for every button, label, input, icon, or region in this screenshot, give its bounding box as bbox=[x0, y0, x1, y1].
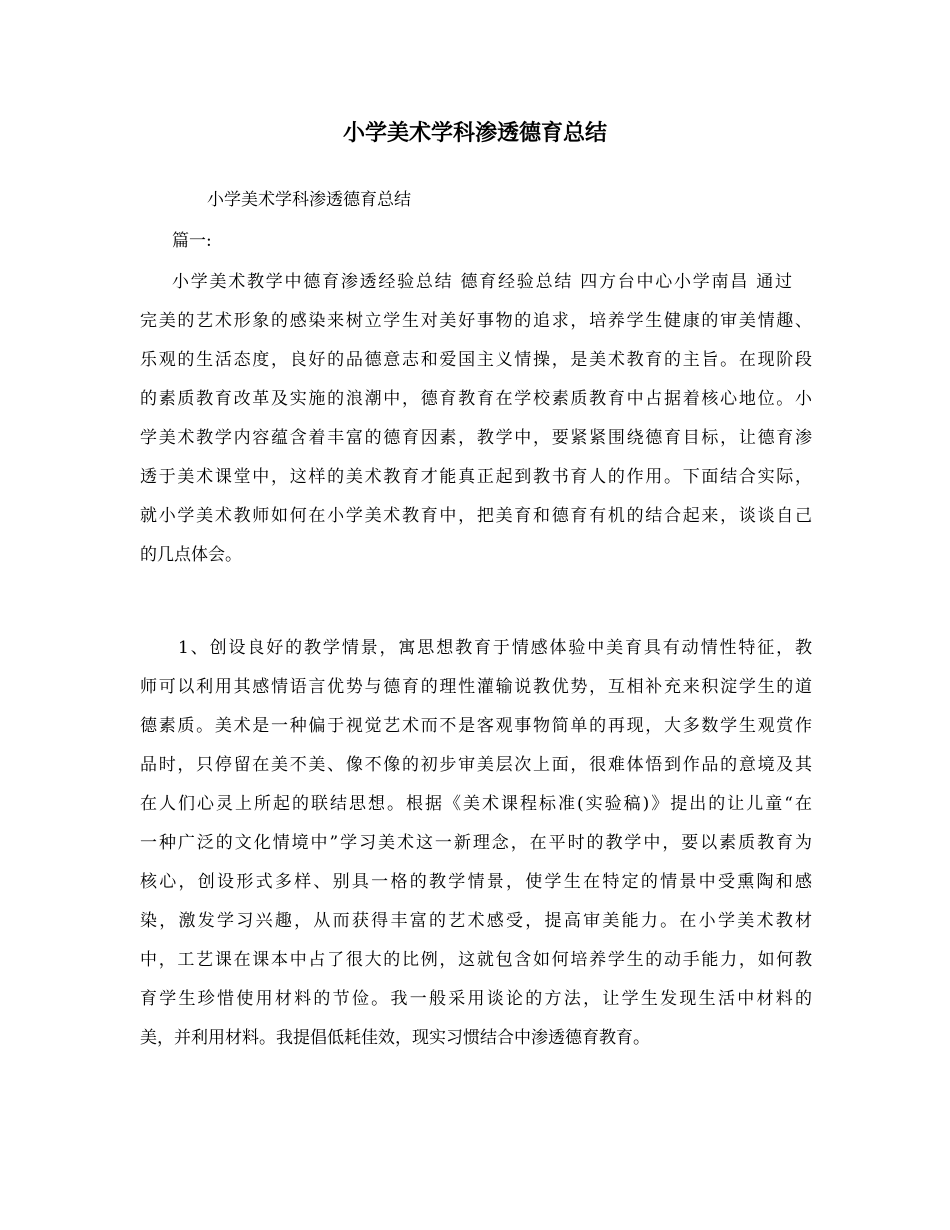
document-title: 小学美术学科渗透德育总结 bbox=[342, 120, 607, 146]
paragraph-2-line: 德素质。美术是一种偏于视觉艺术而不是客观事物简单的再现，大多数学生观赏作 bbox=[140, 716, 812, 736]
paragraph-2-line: 品时，只停留在美不美、像不像的初步审美层次上面，很难体悟到作品的意境及其 bbox=[140, 755, 812, 775]
paragraph-1-line: 就小学美术教师如何在小学美术教育中，把美育和德育有机的结合起来，谈谈自己 bbox=[140, 506, 812, 526]
section-label: 篇一: bbox=[172, 231, 212, 251]
paragraph-2-line: 核心，创设形式多样、别具一格的教学情景，使学生在特定的情景中受熏陶和感 bbox=[140, 872, 812, 892]
paragraph-2-line: 师可以利用其感情语言优势与德育的理性灌输说教优势，互相补充来积淀学生的道 bbox=[140, 677, 812, 697]
paragraph-1-line: 完美的艺术形象的感染来树立学生对美好事物的追求，培养学生健康的审美情趣、 bbox=[140, 311, 812, 331]
paragraph-1-line: 的几点体会。 bbox=[140, 545, 242, 565]
paragraph-2-line: 染，激发学习兴趣，从而获得丰富的艺术感受，提高审美能力。在小学美术教材 bbox=[140, 911, 812, 931]
paragraph-2-line: 一种广泛的文化情境中”学习美术这一新理念，在平时的教学中，要以素质教育为 bbox=[140, 833, 812, 853]
paragraph-2-line: 育学生珍惜使用材料的节俭。我一般采用谈论的方法，让学生发现生活中材料的 bbox=[140, 989, 812, 1009]
paragraph-1-line: 透于美术课堂中，这样的美术教育才能真正起到教书育人的作用。下面结合实际， bbox=[140, 467, 812, 487]
paragraph-1-line: 的素质教育改革及实施的浪潮中，德育教育在学校素质教育中占据着核心地位。小 bbox=[140, 389, 812, 409]
paragraph-1-line: 小学美术教学中德育渗透经验总结 德育经验总结 四方台中心小学南昌 通过 bbox=[172, 272, 792, 292]
subtitle: 小学美术学科渗透德育总结 bbox=[207, 190, 411, 210]
paragraph-2-line: 在人们心灵上所起的联结思想。根据《美术课程标准(实验稿)》提出的让儿童“在 bbox=[140, 794, 812, 814]
paragraph-2-line: 中，工艺课在课本中占了很大的比例，这就包含如何培养学生的动手能力，如何教 bbox=[140, 950, 812, 970]
paragraph-2-line: 1、创设良好的教学情景，寓思想教育于情感体验中美育具有动情性特征，教 bbox=[178, 638, 812, 658]
paragraph-2-line: 美，并利用材料。我提倡低耗佳效，现实习惯结合中渗透德育教育。 bbox=[140, 1028, 650, 1048]
paragraph-1-line: 乐观的生活态度，良好的品德意志和爱国主义情操，是美术教育的主旨。在现阶段 bbox=[140, 350, 812, 370]
paragraph-1-line: 学美术教学内容蕴含着丰富的德育因素，教学中，要紧紧围绕德育目标，让德育渗 bbox=[140, 428, 812, 448]
